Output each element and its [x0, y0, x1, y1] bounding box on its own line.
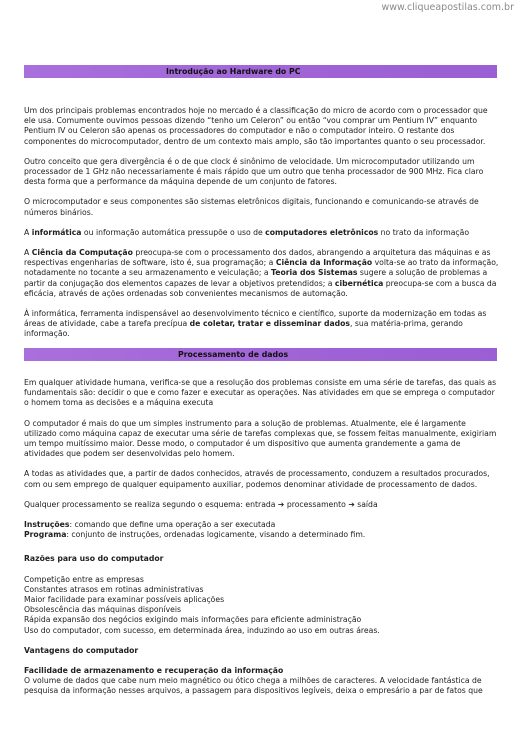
paragraph: Um dos principais problemas encontrados hoje no mercado é a classificação do micro de acordo com o processador que ele usa. Comumente ouvimos pessoas dizendo “tenho um Celeron” ou então “vou comprar um Pentium IV” enquanto Pentium IV ou Celeron são apenas os processadores do computador e não o computador inteiro. O restante dos componentes do microcomputador, dentro de um contexto mais amplo, são tão importantes quanto o seu processador. — [24, 106, 488, 146]
bold-term: informática — [31, 227, 82, 237]
text-run: À informática, ferramenta indispensável ao desenvolvimento técnico e científico, suporte da modernização em todas as áreas de atividade, cabe a tarefa precípua — [24, 309, 487, 329]
paragraph — [24, 248, 500, 299]
bold-term: Ciência da Informação — [275, 258, 373, 268]
paragraph: O volume de dados que cabe num meio magnético ou ótico chega a milhões de caracteres. A velocidade fantástica de pesquisa da informação nesses arquivos, a passagem para dispositivos legíveis, deixa o empresário a par de fatos que — [24, 676, 483, 696]
list-item: Constantes atrasos em rotinas administrativas — [24, 584, 204, 594]
list-item: Obsolescência das máquinas disponíveis — [24, 605, 182, 615]
section-header-hardware — [24, 65, 497, 78]
definition-programa — [24, 530, 500, 540]
text-run: : comando que define uma operação a ser executada — [69, 520, 276, 530]
text-run: sugere a solução de problemas a partir da conjugação dos elementos capazes de levar a objetivos pretendidos; a — [24, 268, 488, 288]
subheading-razoes — [24, 554, 500, 564]
paragraph: Em qualquer atividade humana, verifica-se que a resolução dos problemas consiste em uma série de tarefas, das quais as fundamentais são: decidir o que e como fazer e executar as operações. Nas atividades em que se emprega o computador o homem toma as decisões e a máquina executa — [24, 378, 497, 408]
bold-term: de coletar, tratar e disseminar dados — [189, 319, 351, 329]
section-body-hardware — [24, 106, 500, 340]
bold-heading: Razões para uso do computador — [24, 554, 164, 564]
bold-term: computadores eletrônicos — [265, 227, 379, 237]
list-item: Maior facilidade para examinar possíveis aplicações — [24, 595, 225, 605]
text-run: preocupa-se com o processamento dos dados, abrangendo a arquitetura das máquinas e as respectivas engenharias de software, isto é, sua programação; a — [24, 248, 491, 268]
paragraph: O microcomputador e seus componentes são sistemas eletrônicos digitais, funcionando e comunicando-se através de números binários. — [24, 197, 479, 217]
paragraph: O computador é mais do que um simples instrumento para a solução de problemas. Atualmente, ele é largamente utilizado como máquina capaz de executar uma série de tarefas complexas que, se fossem feitas manualmente, exigiriam um tempo muitíssimo maior. Desse modo, o computador é um dispositivo que aumenta grandemente a gama de atividades que podem ser desenvolvidas pelo homem. — [24, 418, 497, 459]
bold-term: Teoria dos Sistemas — [271, 268, 358, 278]
paragraph — [24, 228, 500, 238]
list-item: Rápida expansão dos negócios exigindo mais informações para eficiente administração — [24, 615, 362, 625]
section-body-processamento — [24, 378, 500, 697]
paragraph — [24, 309, 500, 340]
text-run: : conjunto de instruções, ordenadas logicamente, visando a determinado fim. — [66, 530, 366, 540]
paragraph: Qualquer processamento se realiza segundo o esquema: entrada ➔ processamento ➔ saída — [24, 499, 378, 509]
text-run: preocupa-se com a busca da eficácia, através de ações ordenadas sob convenientes mecanismos de automação. — [24, 278, 497, 298]
bold-heading: Facilidade de armazenamento e recuperação da informação — [24, 666, 284, 676]
text-run: ou informação automática pressupõe o uso de — [81, 227, 266, 237]
bold-heading: Vantagens do computador — [24, 645, 139, 655]
section-header-processamento — [24, 348, 497, 361]
list-item: Uso do computador, com sucesso, em determinada área, induzindo ao uso em outras áreas. — [24, 625, 380, 635]
list-item: Competição entre as empresas — [24, 574, 144, 584]
subheading-vantagens — [24, 646, 500, 656]
text-run: A — [24, 227, 32, 237]
subheading-facilidade — [24, 666, 500, 676]
text-run: volta-se ao trato da informação, notadamente no tocante a seu armazenamento e veiculação; a — [24, 258, 499, 278]
bold-term: Ciência da Computação — [31, 248, 133, 258]
definition-instrucoes — [24, 520, 500, 530]
bold-term: Programa — [24, 530, 67, 540]
site-url[interactable]: www.cliqueapostilas.com.br — [381, 2, 514, 13]
bold-term: Instruções — [24, 520, 70, 530]
paragraph: Outro conceito que gera divergência é o de que clock é sinônimo de velocidade. Um microcomputador utilizando um processador de 1 GHz não necessariamente é mais rápido que um outro que tenha processador de 900 MHz. Fica claro desta forma que a performance da máquina depende de um conjunto de fatores. — [24, 156, 484, 187]
bold-term: cibernética — [334, 278, 384, 288]
text-run: A — [24, 248, 32, 258]
text-run: , sua matéria-prima, gerando informação. — [24, 319, 463, 339]
text-run: no trato da informação — [378, 227, 470, 237]
paragraph: A todas as atividades que, a partir de dados conhecidos, através de processamento, conduzem a resultados procurados, com ou sem emprego de qualquer equipamento auxiliar, podemos denominar atividade de processamento de dados. — [24, 469, 490, 489]
section-title: Introdução ao Hardware do PC — [166, 67, 301, 76]
section-title: Processamento de dados — [178, 350, 289, 359]
